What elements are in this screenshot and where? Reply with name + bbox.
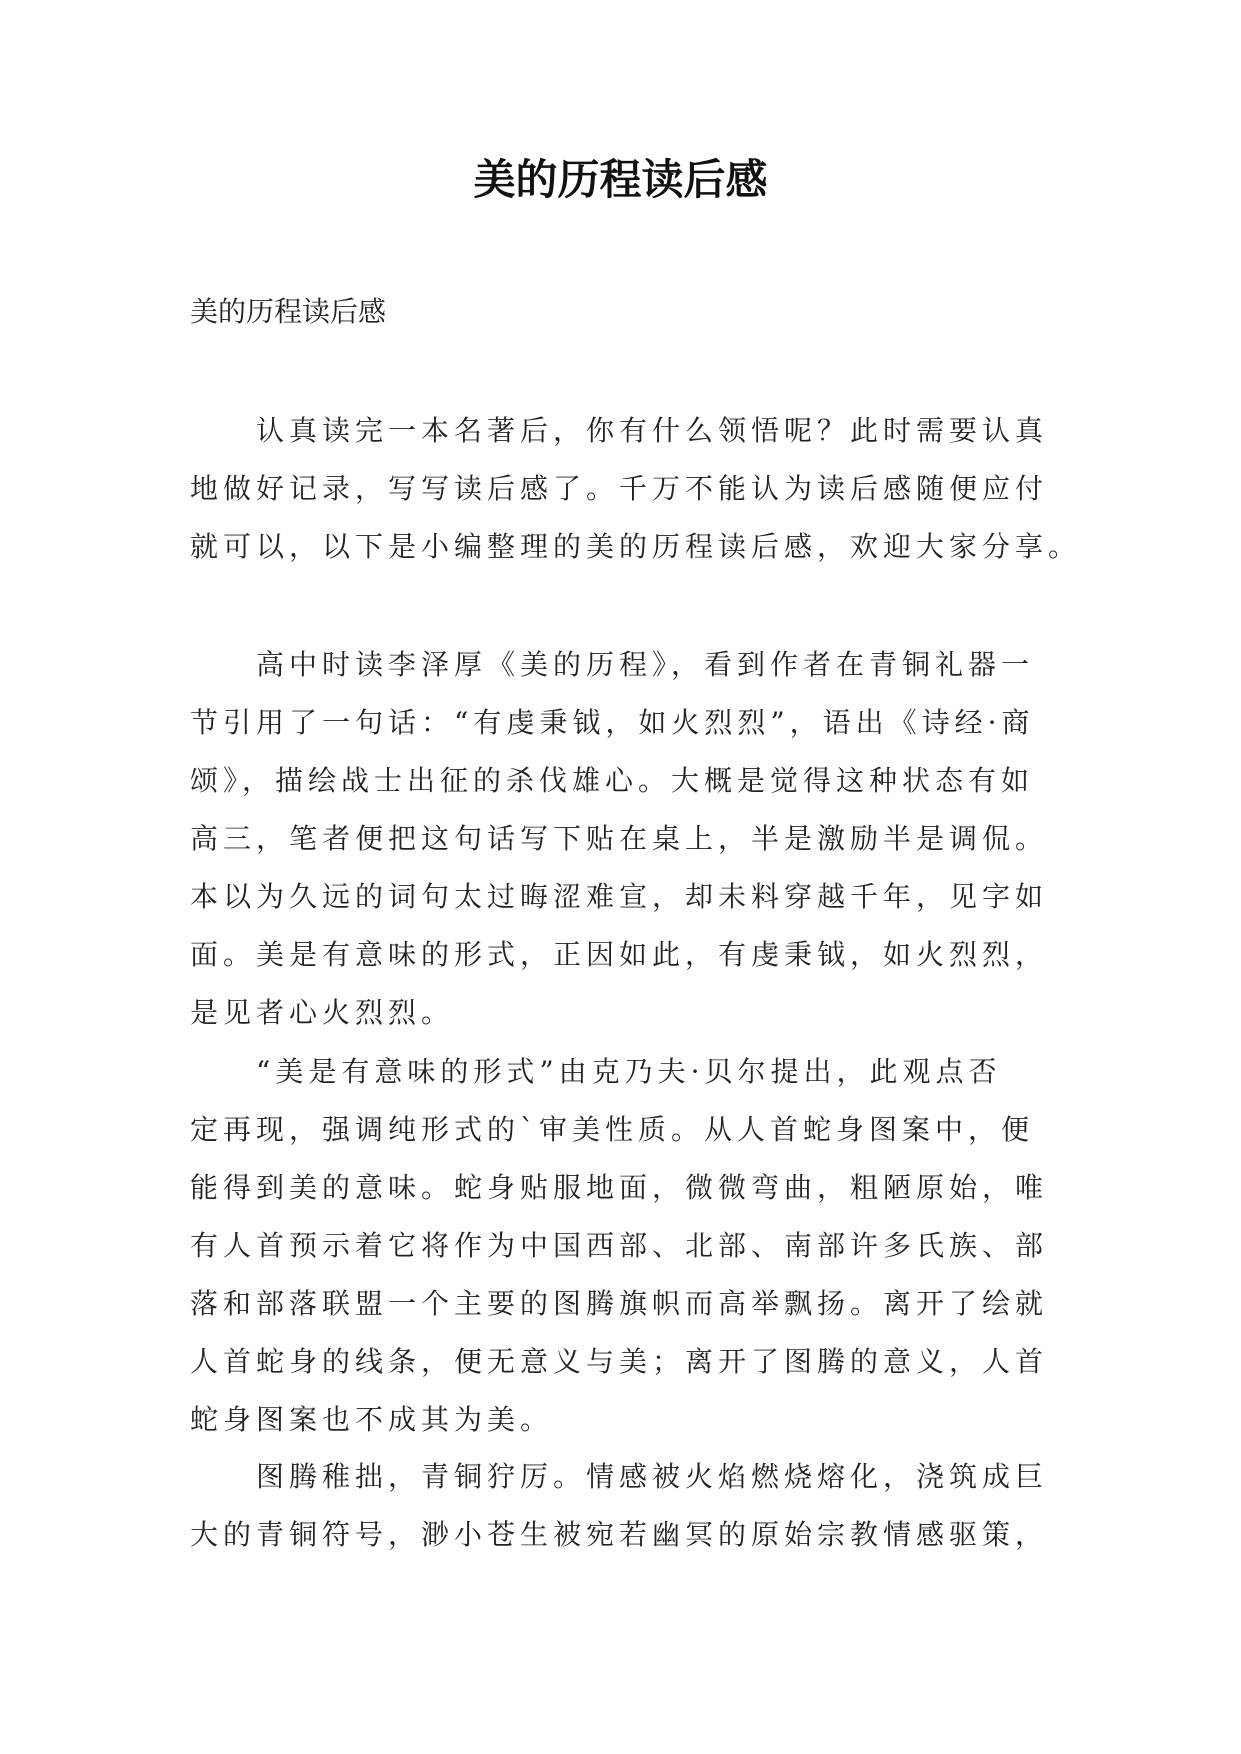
paragraph-3 [190, 1448, 1070, 1564]
paragraph-line: 就可以，以下是小编整理的美的历程读后感，欢迎大家分享。 [190, 530, 1082, 563]
paragraph-line: 能得到美的意味。蛇身贴服地面，微微弯曲，粗陋原始，唯 [190, 1171, 1049, 1204]
document-subtitle: 美的历程读后感 [190, 295, 387, 328]
paragraph-2 [190, 1043, 1070, 1449]
paragraph-line: 地做好记录，写写读后感了。千万不能认为读后感随便应付 [190, 472, 1049, 505]
paragraph-intro [190, 402, 1082, 576]
paragraph-line: 认真读完一本名著后，你有什么领悟呢？此时需要认真 [256, 414, 1049, 447]
paragraph-line: 图腾稚拙，青铜狞厉。情感被火焰燃烧熔化，浇筑成巨 [256, 1460, 1049, 1493]
paragraph-1 [190, 636, 1070, 1042]
paragraph-line: 是见者心火烈烈。 [190, 996, 455, 1029]
paragraph-line: 高三，笔者便把这句话写下贴在桌上，半是激励半是调侃。 [190, 822, 1049, 855]
paragraph-line: 节引用了一句话：“有虔秉钺，如火烈烈”，语出《诗经·商 [190, 706, 1035, 739]
paragraph-line: 高中时读李泽厚《美的历程》，看到作者在青铜礼器一 [256, 648, 1035, 681]
paragraph-line: 蛇身图案也不成其为美。 [190, 1403, 554, 1436]
paragraph-line: 人首蛇身的线条，便无意义与美；离开了图腾的意义，人首 [190, 1345, 1049, 1378]
paragraph-line: 本以为久远的词句太过晦涩难宣，却未料穿越千年，见字如 [190, 880, 1049, 913]
paragraph-line: “美是有意味的形式”由克乃夫·贝尔提出，此观点否 [256, 1055, 1002, 1088]
document-title: 美的历程读后感 [473, 155, 768, 204]
paragraph-line: 大的青铜符号，渺小苍生被宛若幽冥的原始宗教情感驱策， [190, 1518, 1049, 1551]
paragraph-line: 有人首预示着它将作为中国西部、北部、南部许多氏族、部 [190, 1229, 1049, 1262]
paragraph-line: 面。美是有意味的形式，正因如此，有虔秉钺，如火烈烈， [190, 938, 1049, 971]
paragraph-line: 定再现，强调纯形式的`审美性质。从人首蛇身图案中，便 [190, 1113, 1035, 1146]
paragraph-line: 落和部落联盟一个主要的图腾旗帜而高举飘扬。离开了绘就 [190, 1287, 1049, 1320]
paragraph-line: 颂》，描绘战士出征的杀伐雄心。大概是觉得这种状态有如 [190, 764, 1035, 797]
